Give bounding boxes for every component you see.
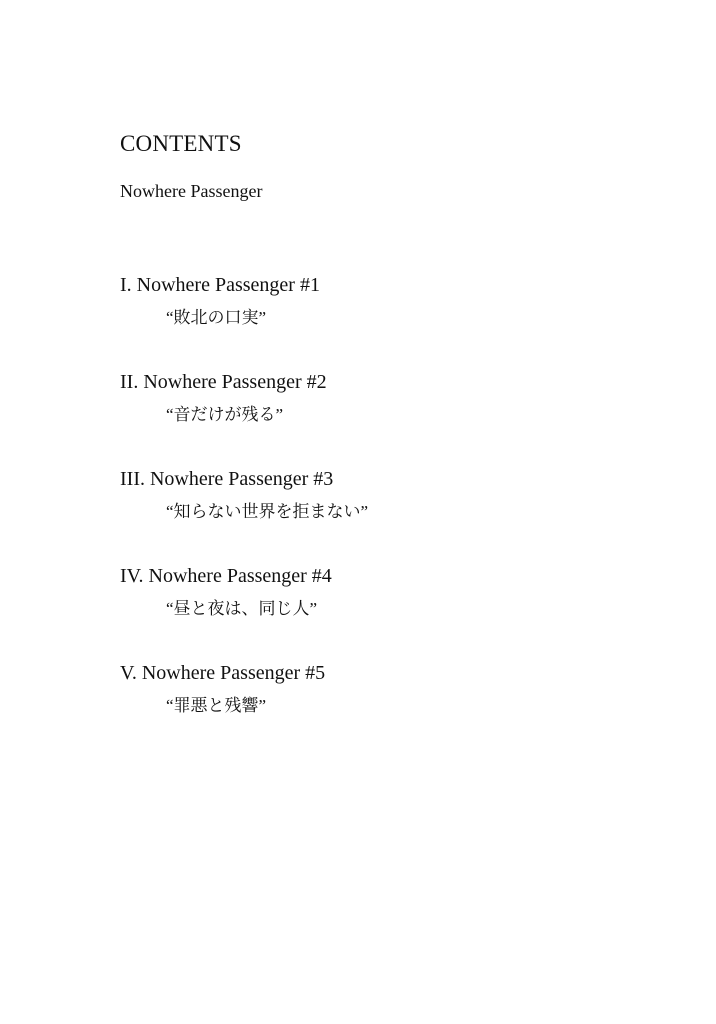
toc-entry-subtitle: “知らない世界を拒まない” — [166, 502, 369, 521]
contents-heading: CONTENTS — [120, 131, 242, 156]
toc-entry-title: IV. Nowhere Passenger #4 — [120, 565, 332, 587]
toc-entry-title: I. Nowhere Passenger #1 — [120, 274, 320, 296]
toc-entry-subtitle: “音だけが残る” — [166, 405, 284, 424]
toc-entry-subtitle: “敗北の口実” — [166, 308, 267, 327]
toc-entry-title: III. Nowhere Passenger #3 — [120, 468, 334, 490]
toc-entry-title: II. Nowhere Passenger #2 — [120, 371, 327, 393]
toc-entry-3 — [120, 466, 680, 563]
toc-entry-subtitle: “昼と夜は、同じ人” — [166, 599, 318, 618]
toc-entry-2 — [120, 369, 680, 466]
toc-entry-title: V. Nowhere Passenger #5 — [120, 662, 326, 684]
table-of-contents — [120, 272, 680, 757]
toc-entry-4 — [120, 563, 680, 660]
toc-entry-subtitle: “罪悪と残響” — [166, 696, 267, 715]
book-subtitle: Nowhere Passenger — [120, 181, 263, 201]
toc-entry-5 — [120, 660, 680, 757]
toc-entry-1 — [120, 272, 680, 369]
